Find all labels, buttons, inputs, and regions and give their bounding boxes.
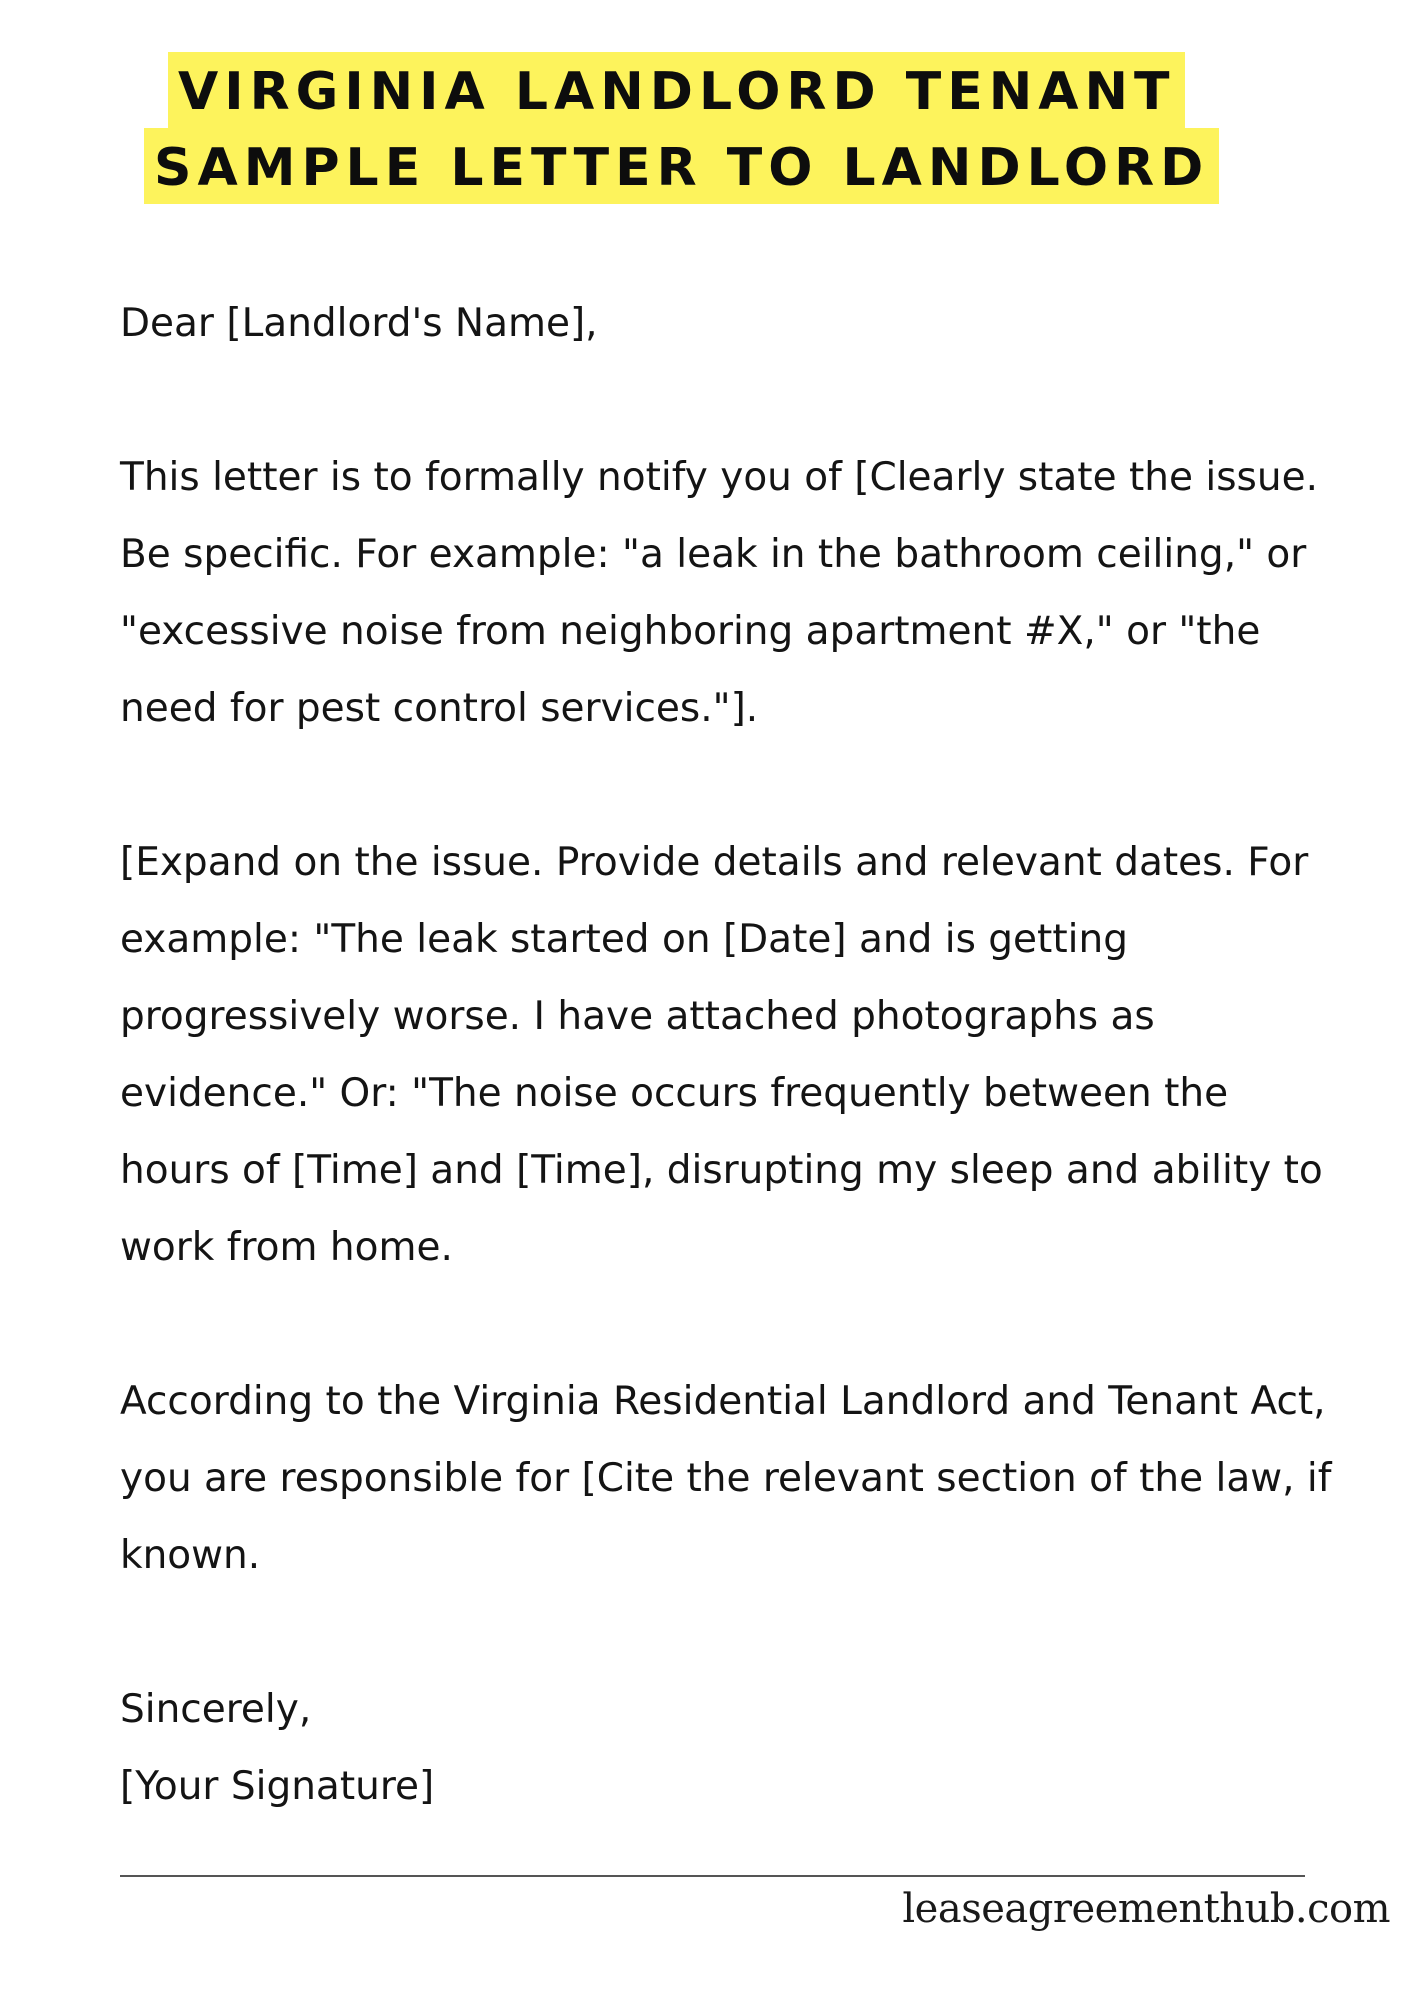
footer-site-link[interactable]: leaseagreementhub.com xyxy=(902,1886,1390,1932)
signature-placeholder: [Your Signature] xyxy=(120,1764,435,1809)
paragraph-details: [Expand on the issue. Provide details and relevant dates. For example: "The leak started on [Date] and is getting progressively worse. I have attached photographs as evidence." Or: "The noise occurs frequently between the hours of [Time] and [Time], disrupting my sleep and ability to work from home. xyxy=(120,840,1323,1270)
title-line-2: SAMPLE LETTER TO LANDLORD xyxy=(144,128,1219,204)
letter-body xyxy=(120,285,1340,1825)
closing: Sincerely, xyxy=(120,1687,312,1732)
footer-divider xyxy=(120,1875,1305,1877)
title-line-1: VIRGINIA LANDLORD TENANT xyxy=(168,52,1185,128)
salutation: Dear [Landlord's Name], xyxy=(120,301,598,346)
paragraph-issue: This letter is to formally notify you of [Clearly state the issue. Be specific. For example: "a leak in the bathroom ceiling," or "excessive noise from neighboring apartment #X," or "the need for pest control services."]. xyxy=(120,455,1318,731)
paragraph-law: According to the Virginia Residential Landlord and Tenant Act, you are responsible for [Cite the relevant section of the law, if known. xyxy=(120,1379,1332,1578)
